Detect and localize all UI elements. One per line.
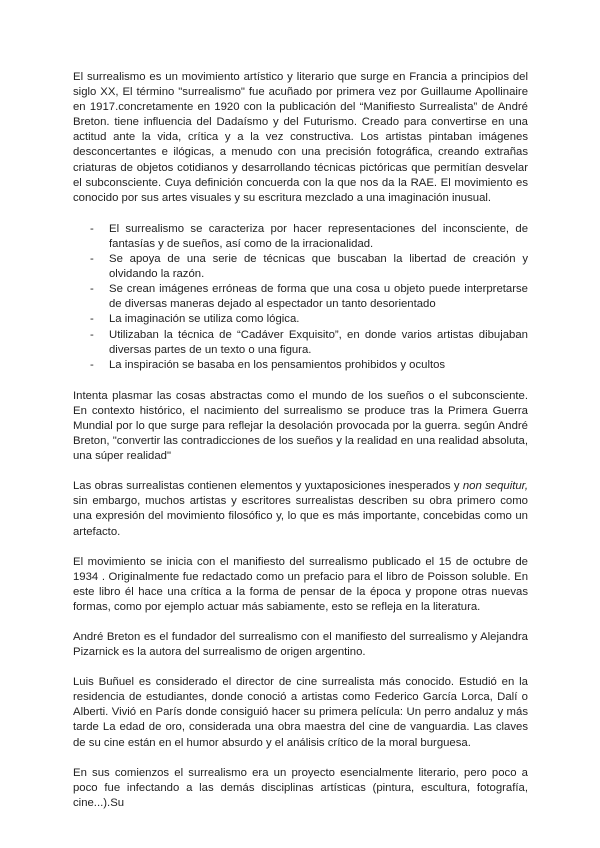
paragraph-context: Intenta plasmar las cosas abstractas como el mundo de los sueños o el subconsciente. En contexto histórico, el nacimiento del surrealismo se produce tras la Primera Guerra Mundial por lo que surge para reflejar la desolación provocada por la guerra. según André Breton, "convertir las contradicciones de los sueños y la realidad en una realidad absoluta, una súper realidad" (73, 389, 528, 463)
works-text-start: Las obras surrealistas contienen elementos y yuxtaposiciones inesperados y (73, 480, 463, 493)
bullet-dash: - (90, 222, 94, 235)
list-item-text: La imaginación se utiliza como lógica. (109, 313, 300, 326)
paragraph-bunuel: Luis Buñuel es considerado el director de cine surrealista más conocido. Estudió en la residencia de estudiantes, donde conoció a artistas como Federico García Lorca, Dalí o Alberti. Vivió en París donde consiguió hacer su primera película: Un perro andaluz y más tarde La edad de oro, considerada una obra maestra del cine de vanguardia. Las claves de su cine están en el humor absurdo y el análisis crítico de la moral burguesa. (73, 676, 528, 749)
characteristics-list (73, 222, 528, 373)
list-item-text: Se crean imágenes erróneas de forma que una cosa u objeto puede interpretarse de diversas maneras dejado al espectador un tanto desorientado (109, 283, 528, 311)
list-item-text: El surrealismo se caracteriza por hacer representaciones del inconsciente, de fantasías y de sueños, así como de la irracionalidad. (109, 222, 528, 250)
bullet-dash: - (90, 358, 94, 371)
list-item (73, 252, 528, 282)
bullet-dash: - (90, 313, 94, 326)
list-item-text: La inspiración se basaba en los pensamientos prohibidos y ocultos (109, 358, 446, 371)
list-item (73, 358, 528, 373)
list-item (73, 282, 528, 312)
paragraph-intro: El surrealismo es un movimiento artístico y literario que surge en Francia a principios del siglo XX, El término "surrealismo" fue acuñado por primera vez por Guillaume Apollinaire en 1917.concretamente en 1920 con la publicación del “Manifiesto Surrealista” de André Breton. tiene influencia del Dadaísmo y del Futurismo. Creado para convertirse en una actitud ante la vida, crítica y a la vez constructiva. Los artistas pintaban imágenes desconcertantes e ilógicas, a menudo con una precisión fotográfica, creando extrañas criaturas de objetos cotidianos y desarrollando técnicas pictóricas que permitían desvelar el subconsciente. Cuya definición concuerda con la que nos da la RAE. El movimiento es conocido por sus artes visuales y su escritura mezclado a una imaginación inusual. (73, 71, 528, 204)
works-text-end: sin embargo, muchos artistas y escritores surrealistas describen su obra primero como una expresión del movimiento filosófico y, lo que es más importante, concebidas como un artefacto. (73, 495, 528, 538)
paragraph-manifesto: El movimiento se inicia con el manifiesto del surrealismo publicado el 15 de octubre de 1934 . Originalmente fue redactado como un prefacio para el libro de Poisson soluble. En este libro él hace una crítica a la forma de pensar de la época y propone otras nuevas formas, como por ejemplo actuar más sabiamente, esto se refleja en la literatura. (73, 555, 528, 613)
non-sequitur-term: non sequitur, (462, 480, 528, 493)
document-body (73, 70, 528, 811)
bullet-dash: - (90, 328, 94, 341)
list-item-text: Utilizaban la técnica de “Cadáver Exquisito”, en donde varios artistas dibujaban diversas partes de un texto o una figura. (109, 328, 528, 356)
paragraph-beginnings: En sus comienzos el surrealismo era un proyecto esencialmente literario, pero poco a poco fue infectando a las demás disciplinas artísticas (pintura, escultura, fotografía, cine...).Su (73, 766, 528, 809)
bullet-dash: - (90, 253, 94, 266)
bullet-dash: - (90, 283, 94, 296)
list-item (73, 312, 528, 327)
paragraph-works (73, 479, 528, 539)
list-item-text: Se apoya de una serie de técnicas que buscaban la libertad de creación y olvidando la razón. (109, 253, 528, 281)
list-item (73, 328, 528, 358)
list-item (73, 222, 528, 252)
paragraph-founders: André Breton es el fundador del surrealismo con el manifiesto del surrealismo y Alejandra Pizarnick es la autora del surrealismo de origen argentino. (73, 631, 528, 659)
